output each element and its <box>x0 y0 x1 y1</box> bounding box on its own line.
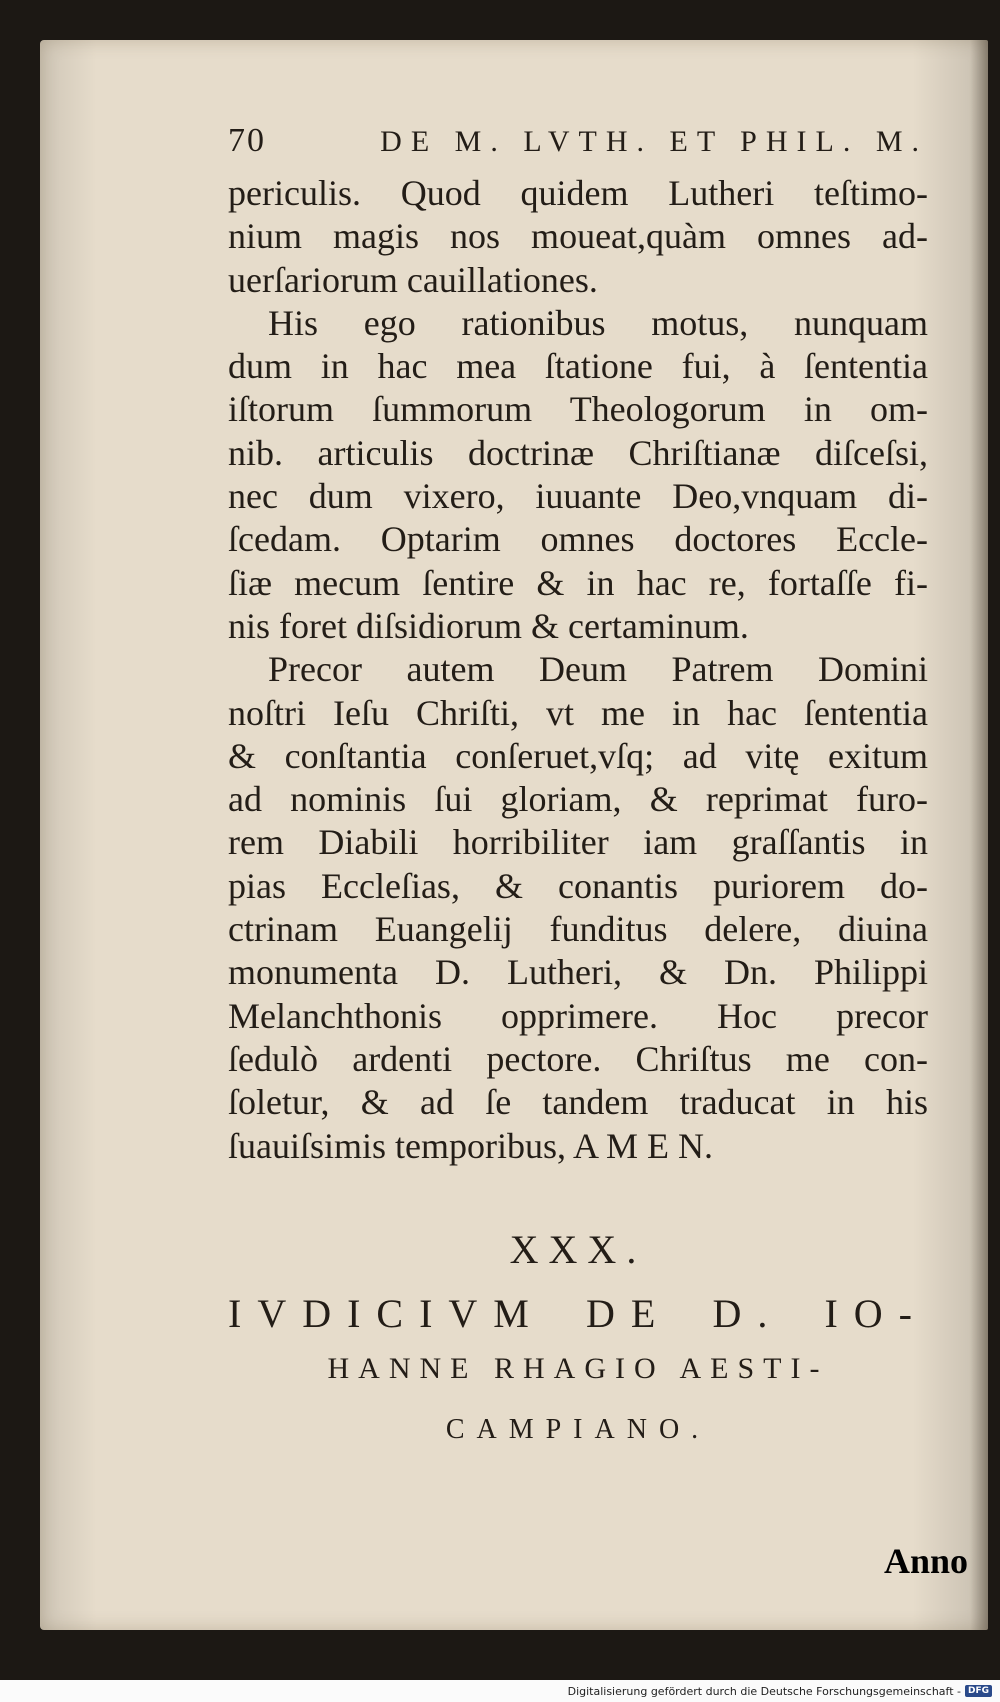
text-line: ad nominis ſui gloriam, & reprimat furo- <box>228 779 928 820</box>
text-line: ſedulò ardenti pectore. Chriſtus me con- <box>228 1038 928 1079</box>
text-line: uerſariorum cauillationes. <box>228 259 598 300</box>
text-line: nec dum vixero, iuuante Deo,vnquam di- <box>228 476 928 517</box>
text-line: monumenta D. Lutheri, & Dn. Philippi <box>228 952 928 993</box>
text-line: nium magis nos moueat,quàm omnes ad- <box>228 216 928 257</box>
text-line: Melanchthonis opprimere. Hoc precor <box>228 995 928 1036</box>
text-line: rem Diabili horribiliter iam graſſantis in <box>228 822 928 863</box>
section-heading-line-3: CAMPIANO. <box>445 1413 711 1445</box>
text-line: ctrinam Euangelij funditus delere, diuina <box>228 909 928 950</box>
book-page <box>40 40 988 1630</box>
page-number: 70 <box>228 122 266 159</box>
catchword: Anno <box>883 1541 968 1581</box>
text-line: ſoletur, & ad ſe tandem traducat in his <box>228 1082 928 1123</box>
dfg-logo: DFG <box>965 1685 992 1697</box>
text-line: noſtri Ieſu Chriſti, vt me in hac ſententia <box>228 692 928 733</box>
text-line: nib. articulis doctrinæ Chriſtianæ diſceſsi, <box>228 432 928 473</box>
running-head-title: DE M. LVTH. ET PHIL. M. <box>380 125 928 158</box>
section-heading-line-2: HANNE RHAGIO AESTI- <box>327 1351 829 1385</box>
text-line: iſtorum ſummorum Theologorum in om- <box>228 389 928 430</box>
text-line: ſiæ mecum ſentire & in hac re, fortaſſe fi- <box>228 562 928 603</box>
text-line: Precor autem Deum Patrem Domini <box>268 649 928 690</box>
spine-shadow <box>970 40 988 1630</box>
text-line: ſcedam. Optarim omnes doctores Eccle- <box>228 519 928 560</box>
text-line: pias Eccleſias, & conantis puriorem do- <box>228 865 928 906</box>
funding-credit: Digitalisierung gefördert durch die Deutsche Forschungsgemeinschaft - <box>567 1684 961 1698</box>
text-line: ſuauiſsimis temporibus, A M E N. <box>228 1125 714 1166</box>
digitization-footer <box>0 1680 1000 1702</box>
running-head <box>228 122 928 170</box>
text-line: His ego rationibus motus, nunquam <box>268 302 928 343</box>
section-heading-line-1: IVDICIVM DE D. IO- <box>228 1290 928 1336</box>
text-line: & conſtantia conſeruet,vſq; ad vitę exitum <box>228 735 928 776</box>
section-number: XXX. <box>509 1226 647 1272</box>
text-line: periculis. Quod quidem Lutheri teſtimo- <box>228 173 928 213</box>
text-line: nis foret diſsidiorum & certaminum. <box>228 605 749 646</box>
text-block <box>228 122 928 1470</box>
text-line: dum in hac mea ſtatione fui, à ſententia <box>228 346 928 387</box>
